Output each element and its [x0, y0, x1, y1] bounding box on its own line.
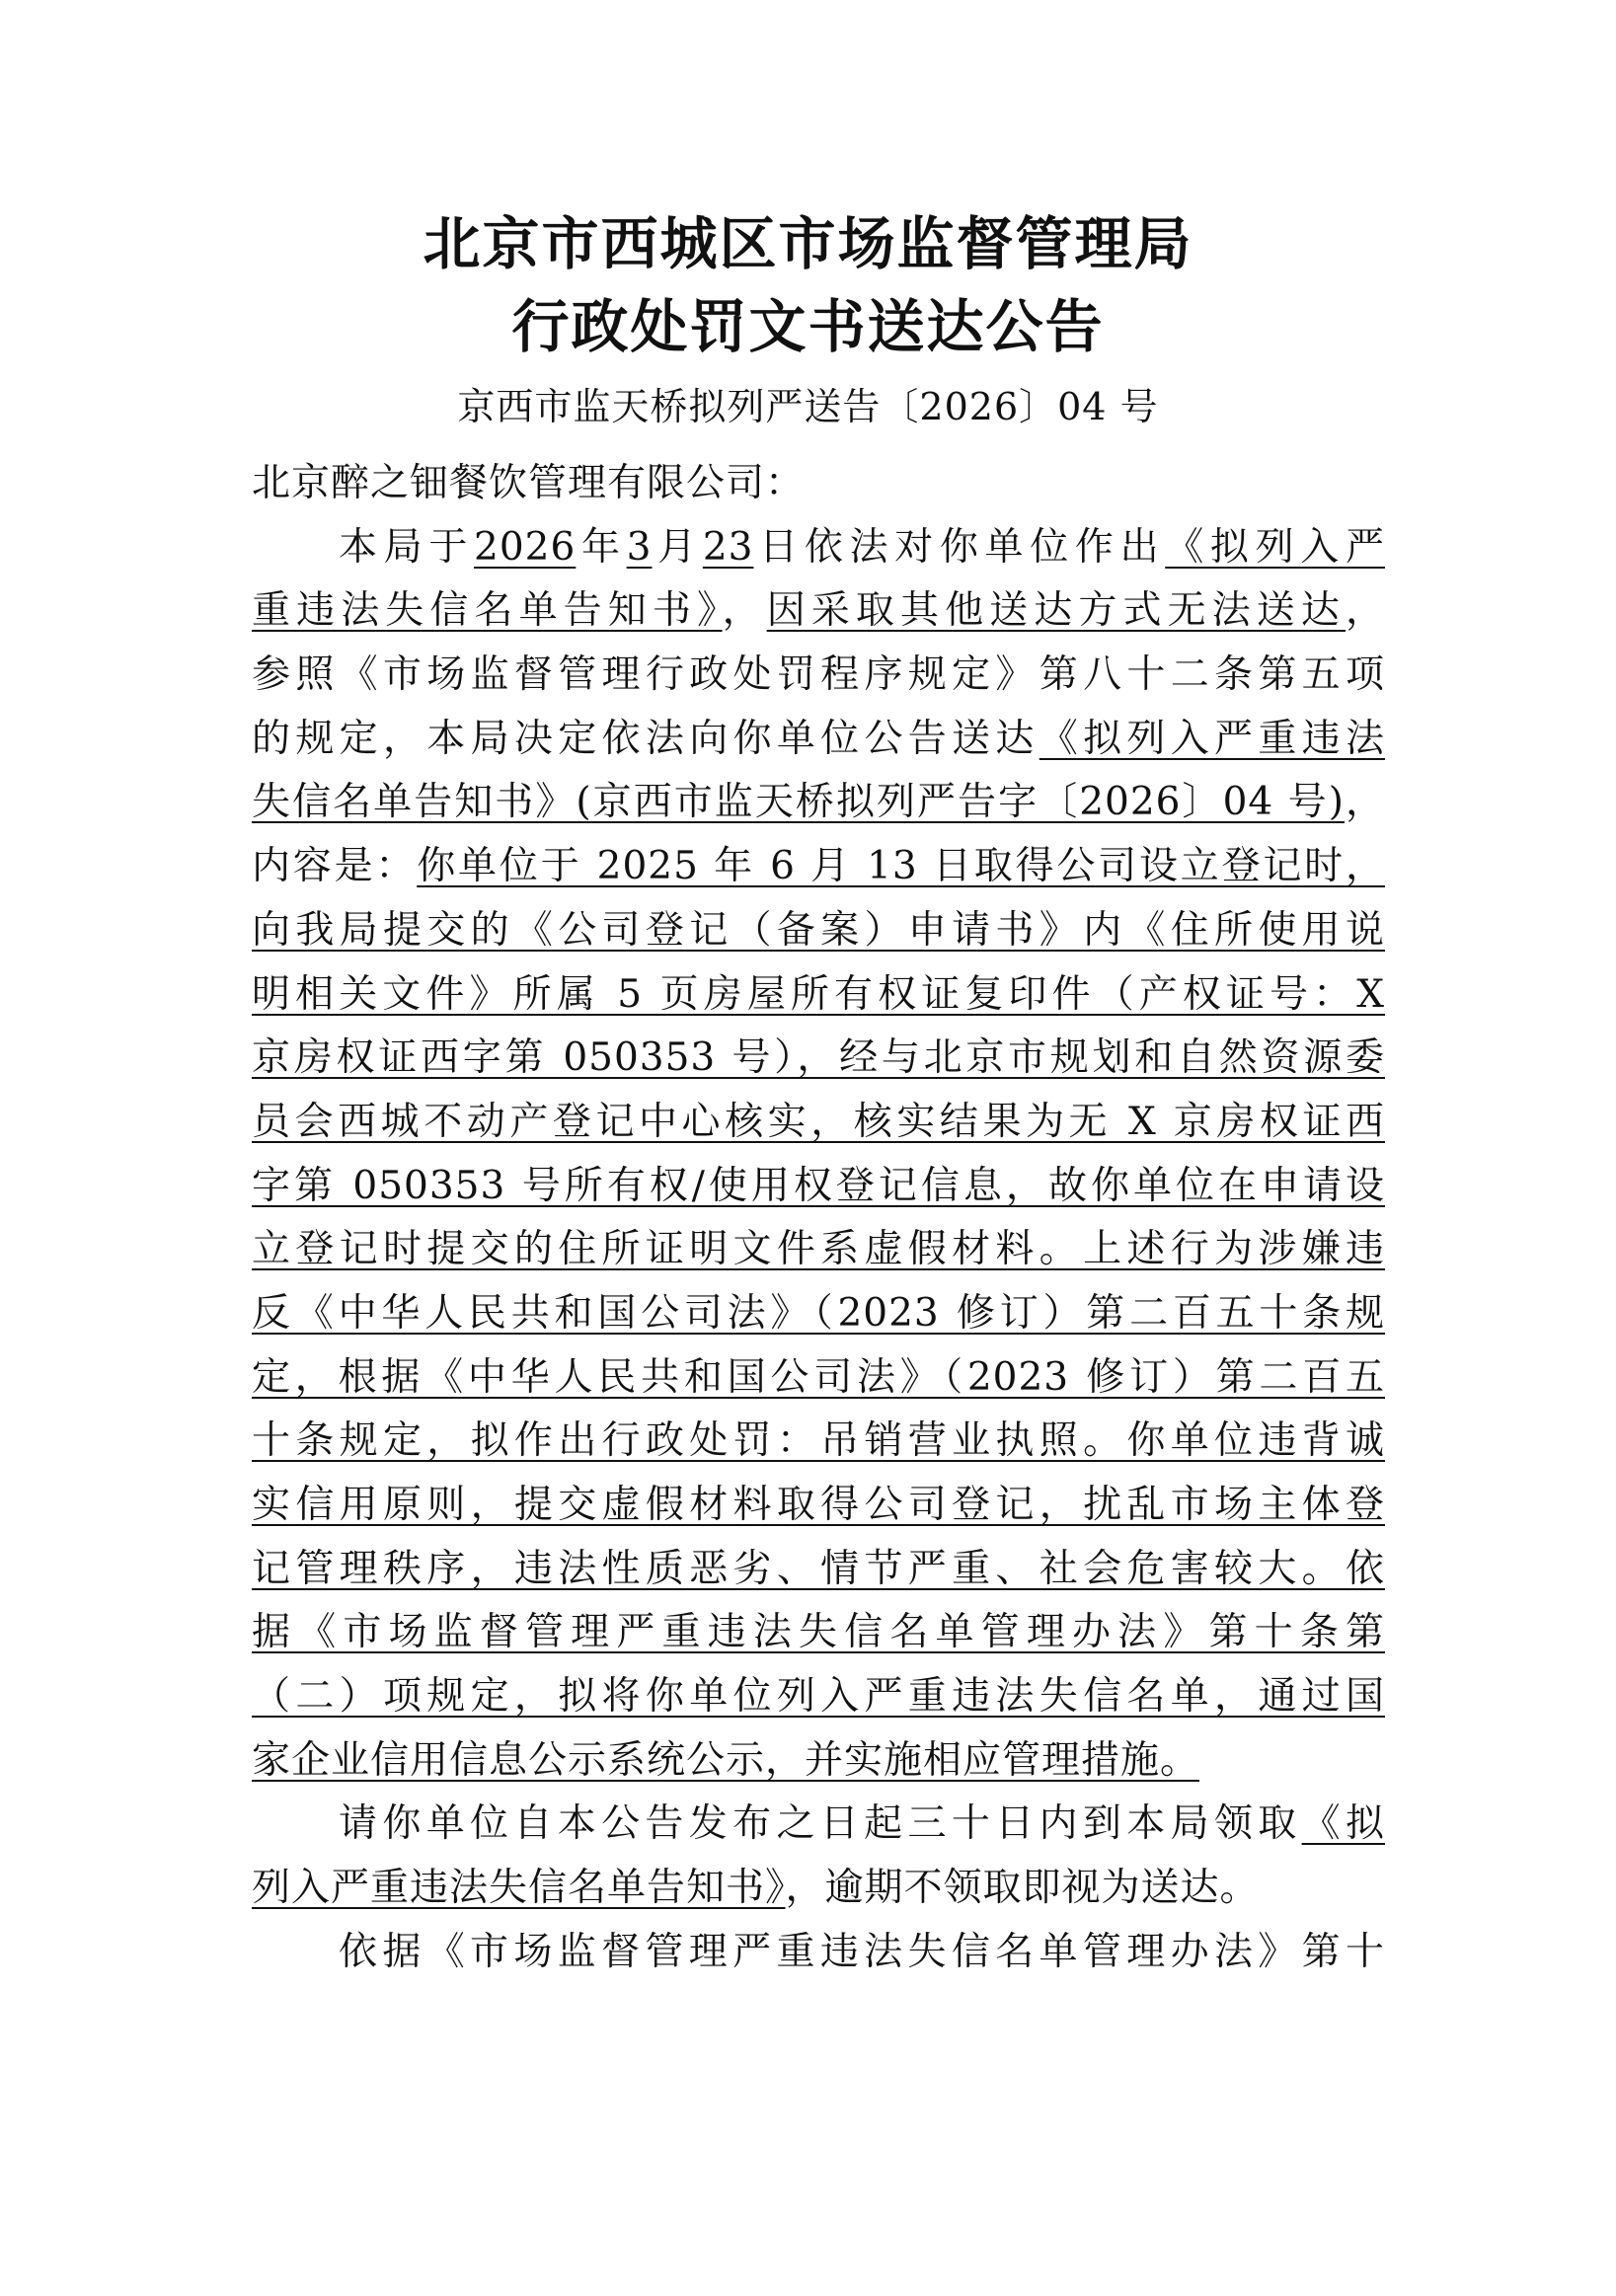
date-month: 3 — [626, 524, 653, 570]
paragraph-1-line-4 — [252, 708, 1385, 772]
document-name: 列入严重违法失信名单告知书》 — [252, 1866, 786, 1911]
paragraph-3-line-1: 依据《市场监督管理严重违法失信名单管理办法》第十 — [339, 1929, 1385, 1974]
paragraph-1-line-9: 京房权证西字第 050353 号），经与北京市规划和自然资源委 — [252, 1035, 1385, 1081]
text-segment: 的规定，本局决定依法向你单位公告送达 — [252, 716, 1039, 761]
paragraph-1-line-14: 定，根据《中华人民共和国公司法》（2023 修订）第二百五 — [252, 1354, 1385, 1400]
text-segment: ， — [1344, 780, 1385, 825]
paragraph-1-line-5 — [252, 771, 1385, 835]
paragraph-1-line-18: 据《市场监督管理严重违法失信名单管理办法》第十条第 — [252, 1610, 1385, 1655]
paragraph-2-line-1 — [252, 1793, 1385, 1857]
paragraph-1-line-17: 记管理秩序，违法性质恶劣、情节严重、社会危害较大。依 — [252, 1546, 1385, 1591]
paragraph-1-line-16: 实信用原则，提交虚假材料取得公司登记，扰乱市场主体登 — [252, 1483, 1385, 1527]
paragraph-1-line-3: 参照《市场监督管理行政处罚程序规定》第八十二条第五项 — [252, 652, 1385, 698]
paragraph-1-line-13: 反《中华人民共和国公司法》（2023 修订）第二百五十条规 — [252, 1290, 1385, 1336]
text-segment: 月 — [652, 524, 703, 570]
addressee: 北京醉之钿餐饮管理有限公司： — [252, 461, 806, 505]
delivery-reason: 因采取其他送达方式无法送达 — [766, 588, 1346, 634]
text-segment: ， — [722, 588, 767, 634]
paragraph-1-line-8: 明相关文件》所属 5 页房屋所有权证复印件（产权证号：X — [252, 971, 1385, 1017]
paragraph-1-line-10: 员会西城不动产登记中心核实，核实结果为无 X 京房权证西 — [252, 1099, 1385, 1144]
text-segment: 年 — [576, 524, 627, 570]
date-day: 23 — [702, 524, 754, 570]
text-segment: 日依法对你单位作出 — [753, 524, 1166, 570]
title-line-2: 行政处罚文书送达公告 — [511, 293, 1105, 360]
text-segment: ， — [1345, 588, 1385, 634]
notice-body — [252, 452, 1385, 1985]
document-name: 《拟 — [1301, 1801, 1385, 1847]
text-segment: 本局于 — [339, 524, 475, 570]
notice-content-end: 家企业信用信息公示系统公示，并实施相应管理措施。 — [252, 1737, 1200, 1783]
document-name: 《拟列入严 — [1165, 524, 1385, 570]
paragraph-1-line-6 — [252, 835, 1385, 899]
document-name: 《拟列入严重违法 — [1039, 716, 1385, 761]
paragraph-1-line-19: （二）项规定，拟将你单位列入严重违法失信名单，通过国 — [252, 1674, 1385, 1720]
notice-content: 你单位于 2025 年 6 月 13 日取得公司设立登记时， — [417, 844, 1385, 889]
document-name: 失信名单告知书》(京西市监天桥拟列严告字〔2026〕04 号) — [252, 780, 1345, 825]
document-title — [0, 202, 1616, 368]
paragraph-1-line-11: 字第 050353 号所有权/使用权登记信息，故你单位在申请设 — [252, 1163, 1385, 1208]
document-name: 重违法失信名单告知书》 — [252, 588, 723, 634]
document-number: 京西市监天桥拟列严送告〔2026〕04 号 — [457, 385, 1159, 428]
text-segment: 请你单位自本公告发布之日起三十日内到本局领取 — [339, 1801, 1302, 1847]
text-segment: ，逾期不领取即视为送达。 — [785, 1866, 1260, 1911]
text-segment: 内容是： — [252, 844, 418, 889]
paragraph-2-line-2 — [252, 1857, 1385, 1921]
paragraph-1-line-15: 十条规定，拟作出行政处罚：吊销营业执照。你单位违背诚 — [252, 1418, 1385, 1464]
date-year: 2026 — [474, 524, 577, 570]
paragraph-1-line-1 — [252, 516, 1385, 580]
paragraph-1-line-7: 向我局提交的《公司登记（备案）申请书》内《住所使用说 — [252, 907, 1385, 953]
title-line-1: 北京市西城区市场监督管理局 — [423, 210, 1193, 277]
paragraph-1-line-20 — [252, 1729, 1385, 1794]
paragraph-1-line-2 — [252, 579, 1385, 644]
paragraph-1-line-12: 立登记时提交的住所证明文件系虚假材料。上述行为涉嫌违 — [252, 1227, 1385, 1272]
